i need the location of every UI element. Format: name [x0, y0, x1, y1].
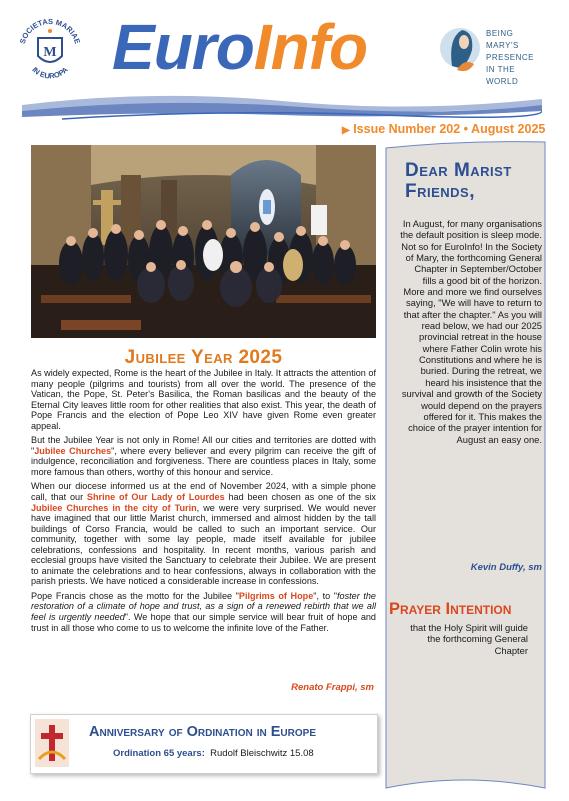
- sidebar-title: Dear Marist Friends,: [405, 160, 512, 202]
- prayer-intention-body: that the Holy Spirit will guide the forthcoming General Chapter: [410, 622, 528, 656]
- svg-text:IN THE: IN THE: [486, 65, 516, 74]
- article-author: Renato Frappi, sm: [291, 682, 374, 693]
- sidebar-author: Kevin Duffy, sm: [470, 562, 542, 573]
- article-title: Jubilee Year 2025: [124, 347, 283, 368]
- group-photo-church: [31, 145, 376, 338]
- svg-text:WORLD: WORLD: [486, 77, 519, 86]
- prayer-intention-title: Prayer Intention: [389, 600, 512, 618]
- marys-presence-logo: [438, 18, 558, 88]
- article-paragraph-4: Pope Francis chose as the motto for the Jubilee "Pilgrims of Hope", to "foster the restoration of a climate of hope and trust, as a sign of a renewed rebirth that we all feel is urgently needed". We hope that our simple service will bear fruit of hope and trust in all those who come to us to welcome the infinite love of the Father.: [31, 590, 376, 633]
- anniversary-entry: [113, 748, 314, 759]
- issue-text: Issue Number 202 • August 2025: [353, 122, 546, 136]
- highlight-shrine: Shrine of Our Lady of Lourdes: [86, 492, 225, 503]
- pope-quote: foster the restoration of a climate of hope and trust, as a sign of a renewed rebirth that we all feel is urgently needed: [31, 590, 376, 623]
- triangle-bullet-icon: ▶: [342, 125, 350, 136]
- highlight-pilgrims-of-hope: Pilgrims of Hope: [238, 590, 314, 601]
- svg-text:BEING: BEING: [486, 29, 514, 38]
- societas-mariae-logo: [14, 12, 86, 84]
- article-body: [31, 368, 376, 637]
- svg-text:SOCIETAS MARIAE: SOCIETAS MARIAE: [17, 16, 83, 45]
- header-wave-decoration: [22, 85, 542, 125]
- article-paragraph-1: As widely expected, Rome is the heart of the Jubilee in Italy. It attracts the attention of many people (pilgrims and tourists) from all over the world. The presence of the Vatican, the Pope, St. Peter's Basilica, the Roman basilicas and the beauty of the Eternal City leaves little room for other realities that also exist. This year, the death of Pope Francis and the election of Pope Leo XIV have given Rome even greater appeal.: [31, 368, 376, 431]
- svg-text:PRESENCE: PRESENCE: [486, 53, 535, 62]
- ordination-cross-icon: [35, 719, 69, 767]
- article-paragraph-2: But the Jubilee Year is not only in Rome! All our cities and territories are dotted with "Jubilee Churches", where every believer and every pilgrim can receive the gift of indulgence, reconciliation and forgiveness. There are countless places in Italy, some more famous than others, worthy of this honour and service.: [31, 435, 377, 477]
- article-paragraph-3: When our diocese informed us at the end of November 2024, with a simple phone call, that our Shrine of Our Lady of Lourdes had been chosen as one of the six Jubilee Churches in the city of Turin, we were very surprised. We would never have imagined that our little Marist church, immersed and almost hidden by the tall buildings of Corso Francia, would be called to such an important service. Our community, together with some lay people, made itself available for jubilee celebrations, confessions and hospitality. In recent months, various parish and ecclesial groups have visited the Sanctuary to celebrate their Jubilee. We are present to animate the celebrations and to hear confessions, always in collaboration with the parish priests. We have noticed a considerable increase in confessions.: [31, 481, 377, 587]
- anniversary-box: [30, 714, 378, 774]
- svg-text:M: M: [43, 45, 57, 60]
- issue-info: [342, 122, 545, 136]
- anniversary-title: Anniversary of Ordination in Europe: [89, 724, 316, 740]
- svg-text:MARY'S: MARY'S: [486, 41, 519, 50]
- euroinfo-title: EuroInfo: [112, 11, 368, 83]
- svg-text:IN EUROPA: IN EUROPA: [30, 65, 70, 81]
- anniversary-label: Ordination 65 years:: [113, 748, 205, 759]
- anniversary-name: Rudolf Bleischwitz 15.08: [210, 748, 314, 759]
- highlight-jubilee-churches: Jubilee Churches: [34, 445, 112, 456]
- highlight-turin-churches: Jubilee Churches in the city of Turin: [31, 502, 197, 513]
- sidebar-body: In August, for many organisations the default position is sleep mode. Not so for EuroInfo! In the Society of Mary, the forthcoming General Chapter in September/October fills a good bit of the horizon. More and more we find ourselves saying, "We will have to return to that after the chapter." As you will read below, we had our 2025 provincial retreat in the house where Father Colin wrote his Constitutions and where he is buried. During the retreat, we heard his insistence that the survival and growth of the Society would depend on the prayers offered for it. This makes the choice of the prayer intention for August an easy one.: [400, 218, 542, 445]
